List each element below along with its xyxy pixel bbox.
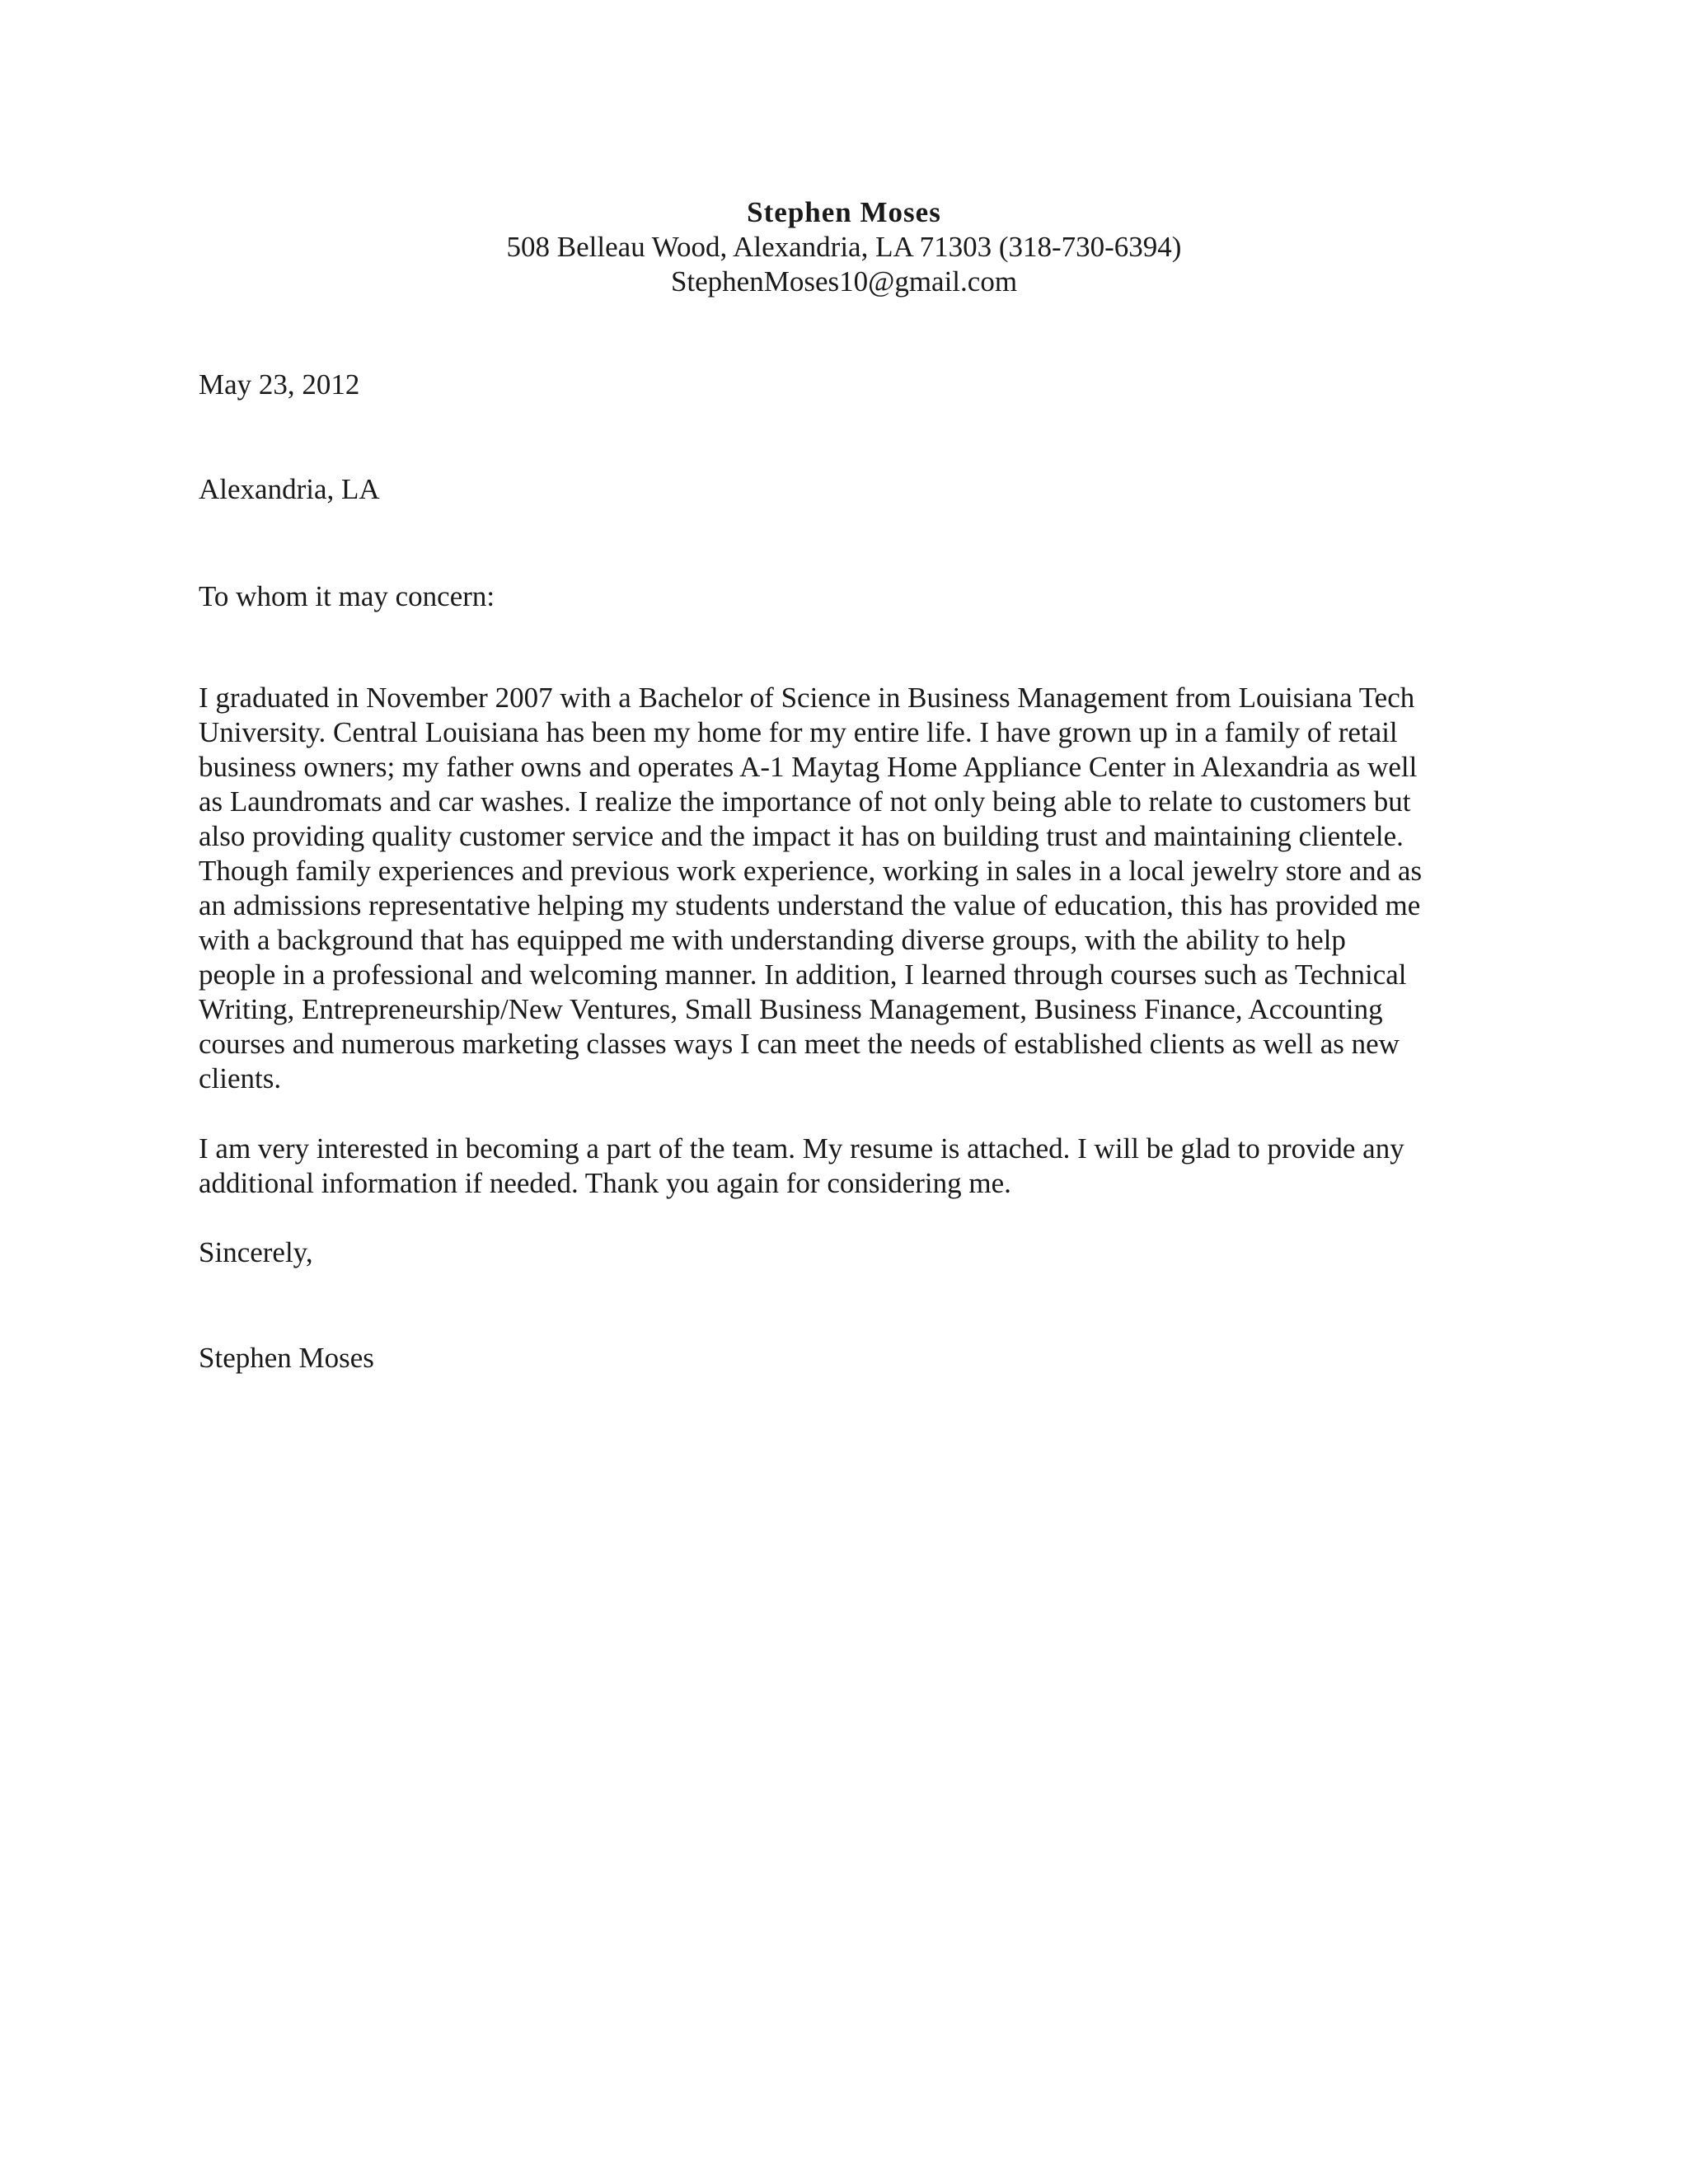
paragraph-line: courses and numerous marketing classes ways I can meet the needs of established clients as well as new bbox=[199, 1028, 1400, 1060]
paragraph-line: I am very interested in becoming a part of the team. My resume is attached. I will be glad to provide any bbox=[199, 1132, 1404, 1165]
salutation: To whom it may concern: bbox=[199, 580, 495, 612]
paragraph-line: also providing quality customer service and the impact it has on building trust and maintaining clientele. bbox=[199, 820, 1404, 852]
body-paragraph-1 bbox=[199, 681, 1517, 1096]
closing: Sincerely, bbox=[199, 1236, 313, 1268]
paragraph-line: clients. bbox=[199, 1062, 282, 1094]
body-paragraph-2 bbox=[199, 1132, 1517, 1201]
paragraph-line: additional information if needed. Thank you again for considering me. bbox=[199, 1167, 1011, 1199]
paragraph-line: with a background that has equipped me with understanding diverse groups, with the ability to help bbox=[199, 924, 1346, 956]
paragraph-line: Though family experiences and previous work experience, working in sales in a local jewelry store and as bbox=[199, 855, 1423, 887]
paragraph-line: I graduated in November 2007 with a Bachelor of Science in Business Management from Louisiana Tech bbox=[199, 682, 1415, 714]
letterhead-address-phone: 508 Belleau Wood, Alexandria, LA 71303 (318-730-6394) bbox=[506, 231, 1182, 263]
paragraph-line: business owners; my father owns and operates A-1 Maytag Home Appliance Center in Alexandria as well bbox=[199, 751, 1418, 783]
signature-name: Stephen Moses bbox=[199, 1342, 374, 1374]
paragraph-line: Writing, Entrepreneurship/New Ventures, Small Business Management, Business Finance, Accounting bbox=[199, 993, 1383, 1025]
paragraph-line: University. Central Louisiana has been my home for my entire life. I have grown up in a family of retail bbox=[199, 716, 1398, 748]
paragraph-line: as Laundromats and car washes. I realize the importance of not only being able to relate to customers but bbox=[199, 785, 1411, 818]
letter-date: May 23, 2012 bbox=[199, 368, 360, 401]
paragraph-line: an admissions representative helping my students understand the value of education, this has provided me bbox=[199, 889, 1421, 921]
paragraph-line: people in a professional and welcoming manner. In addition, I learned through courses such as Technical bbox=[199, 958, 1407, 991]
recipient-location: Alexandria, LA bbox=[199, 473, 380, 505]
letterhead-name: Stephen Moses bbox=[747, 196, 941, 228]
letterhead-email: StephenMoses10@gmail.com bbox=[670, 265, 1018, 298]
